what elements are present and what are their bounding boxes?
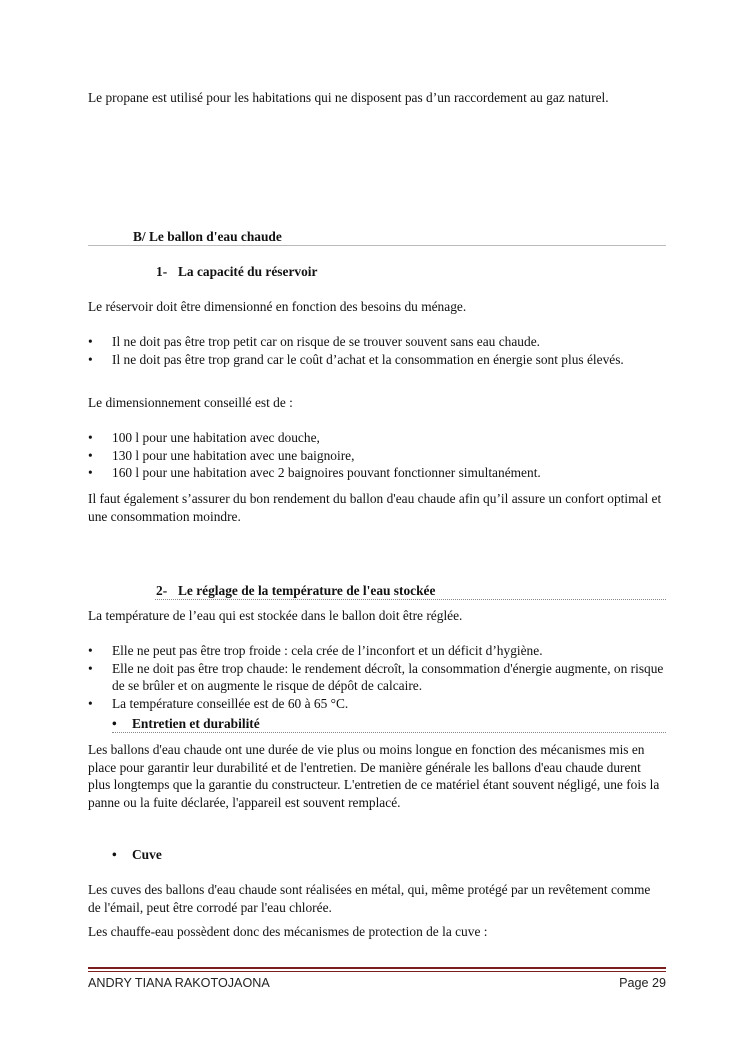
list-item <box>88 464 666 482</box>
bullet-icon: • <box>88 447 93 463</box>
bullet-icon: • <box>88 430 93 445</box>
bullet-icon: • <box>88 643 93 658</box>
section-b-rule <box>88 245 666 246</box>
bullet-icon: • <box>88 334 93 349</box>
list-item <box>88 429 666 447</box>
subsection-1-heading <box>156 264 317 280</box>
list-item <box>88 333 666 351</box>
bullet-icon: • <box>88 465 93 481</box>
bullet-icon: • <box>88 351 93 367</box>
cuve-paragraph-2: Les chauffe-eau possèdent donc des mécanismes de protection de la cuve : <box>88 924 488 939</box>
list-item-text: Elle ne doit pas être trop chaude: le rendement décroît, la consommation d'énergie augmente, on risque de se brûler et on augmente le risque de dépôt de calcaire. <box>112 660 664 694</box>
sub1-paragraph-1: Le réservoir doit être dimensionné en fonction des besoins du ménage. <box>88 299 467 314</box>
list-item-text: Elle ne peut pas être trop froide : cela crée de l’inconfort et un déficit d’hygiène. <box>112 643 543 658</box>
bullet-icon: • <box>88 660 93 676</box>
entretien-paragraph: Les ballons d'eau chaude ont une durée de vie plus ou moins longue en fonction des mécanismes mis en place pour garantir leur durabilité et de l'entretien. De manière générale les ballons d'eau chaude durent plus longtemps que la garantie du constructeur. L'entretien de ce matériel étant souvent négligé, une fois la panne ou la fuite déclarée, l'appareil est souvent remplacé. <box>88 742 660 810</box>
sub1-bullet-list-1 <box>88 333 666 368</box>
list-item <box>88 695 666 713</box>
entretien-rule <box>112 732 666 733</box>
cuve-heading <box>112 847 162 863</box>
cuve-title: Cuve <box>132 847 162 862</box>
bullet-icon: • <box>88 695 93 711</box>
sub2-paragraph-1: La température de l’eau qui est stockée dans le ballon doit être réglée. <box>88 608 463 623</box>
subsection-2-heading <box>156 583 435 599</box>
footer-rule-thick <box>88 967 666 969</box>
footer-rule-thin <box>88 971 666 972</box>
entretien-heading <box>112 716 260 732</box>
list-item-text: La température conseillée est de 60 à 65 °C. <box>112 695 349 711</box>
sub1-paragraph-3: Il faut également s’assurer du bon rendement du ballon d'eau chaude afin qu’il assure un confort optimal et une consommation moindre. <box>88 491 662 524</box>
subsection-2-title: Le réglage de la température de l'eau stockée <box>178 583 436 598</box>
list-item-text: 160 l pour une habitation avec 2 baignoires pouvant fonctionner simultanément. <box>112 465 541 481</box>
footer-page-number: Page 29 <box>619 976 666 990</box>
subsection-1-number: 1- <box>156 264 168 279</box>
list-item-text: Il ne doit pas être trop grand car le coût d’achat et la consommation en énergie sont plus élevés. <box>112 351 624 367</box>
list-item <box>88 351 666 369</box>
sub2-bullet-list <box>88 642 666 712</box>
list-item <box>88 642 666 660</box>
subsection-2-number: 2- <box>156 583 168 598</box>
list-item-text: 100 l pour une habitation avec douche, <box>112 430 320 445</box>
entretien-title: Entretien et durabilité <box>132 716 260 731</box>
footer-author: ANDRY TIANA RAKOTOJAONA <box>88 976 270 990</box>
bullet-icon: • <box>112 716 117 731</box>
section-b-heading: B/ Le ballon d'eau chaude <box>133 229 282 244</box>
list-item <box>88 447 666 465</box>
cuve-paragraph-1: Les cuves des ballons d'eau chaude sont réalisées en métal, qui, même protégé par un revêtement comme de l'émail, peut être corrodé par l'eau chlorée. <box>88 882 651 915</box>
sub1-bullet-list-2 <box>88 429 666 482</box>
list-item-text: 130 l pour une habitation avec une baignoire, <box>112 447 355 463</box>
intro-paragraph: Le propane est utilisé pour les habitations qui ne disposent pas d’un raccordement au gaz naturel. <box>88 90 609 105</box>
list-item <box>88 660 666 695</box>
sub1-paragraph-2: Le dimensionnement conseillé est de : <box>88 395 293 410</box>
list-item-text: Il ne doit pas être trop petit car on risque de se trouver souvent sans eau chaude. <box>112 334 540 349</box>
subsection-2-rule <box>155 599 666 600</box>
subsection-1-title: La capacité du réservoir <box>178 264 318 279</box>
bullet-icon: • <box>112 847 117 862</box>
